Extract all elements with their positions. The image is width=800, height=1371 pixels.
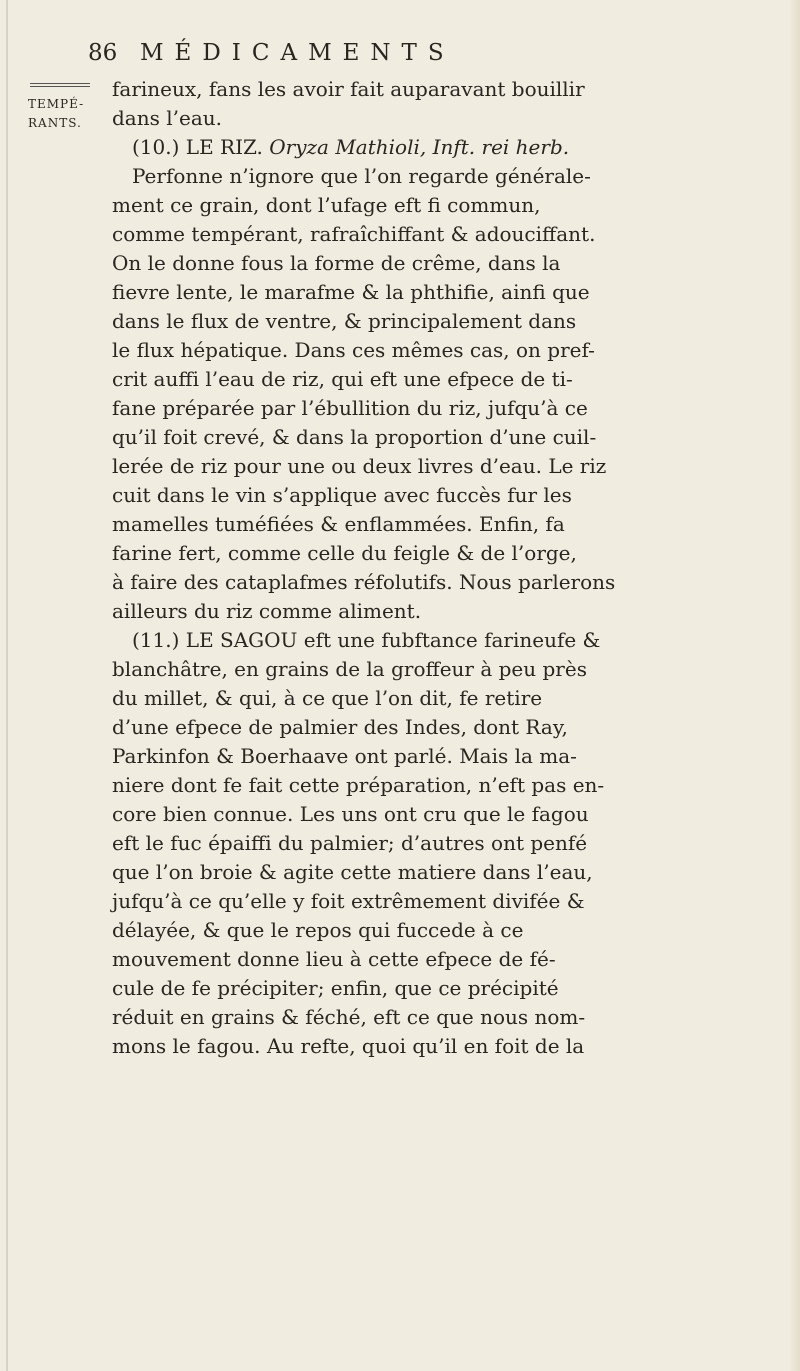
text-line: fievre lente, le marafme & la phthifie, ainfi que (112, 280, 590, 304)
text-line: farine fert, comme celle du feigle & de l’orge, (112, 541, 577, 565)
section-heading-riz: (10.) LE RIZ. Oryza Mathioli, Inft. rei herb. (132, 135, 570, 159)
text-line: que l’on broie & agite cette matiere dans l’eau, (112, 860, 593, 884)
text-line: fane préparée par l’ébullition du riz, jufqu’à ce (112, 396, 588, 420)
text-line: On le donne fous la forme de crême, dans la (112, 251, 561, 275)
text-line: lerée de riz pour une ou deux livres d’eau. Le riz (112, 454, 607, 478)
page-binding-edge (6, 0, 8, 1371)
margin-note-line: TEMPÉ- (28, 97, 85, 111)
running-title: MÉDICAMENTS (140, 40, 455, 66)
text-line: dans le flux de ventre, & principalement dans (112, 309, 577, 333)
text-line: délayée, & que le repos qui fuccede à ce (112, 918, 524, 942)
text-line: cuit dans le vin s’applique avec fuccès fur les (112, 483, 572, 507)
text-line: eft le fuc épaiffi du palmier; d’autres ont penfé (112, 831, 588, 855)
text-line: mouvement donne lieu à cette efpece de fé- (112, 947, 556, 971)
text-line: dans l’eau. (112, 106, 222, 130)
text-line: core bien connue. Les uns ont cru que le fagou (112, 802, 589, 826)
text-line: cule de fe précipiter; enfin, que ce précipité (112, 976, 559, 1000)
margin-rule (30, 86, 90, 87)
margin-rule (30, 83, 90, 84)
text-line: niere dont fe fait cette préparation, n’eft pas en- (112, 773, 605, 797)
text-line: d’une efpece de palmier des Indes, dont Ray, (112, 715, 568, 739)
text-line: mons le fagou. Au refte, quoi qu’il en foit de la (112, 1034, 585, 1058)
text-line: réduit en grains & féché, eft ce que nous nom- (112, 1005, 586, 1029)
text-line: du millet, & qui, à ce que l’on dit, fe retire (112, 686, 543, 710)
text-line: farineux, fans les avoir fait auparavant bouillir (112, 77, 585, 101)
margin-note-line: RANTS. (28, 116, 82, 130)
text-line: crit auffi l’eau de riz, qui eft une efpece de ti- (112, 367, 573, 391)
text-line: à faire des cataplafmes réfolutifs. Nous parlerons (112, 570, 616, 594)
margin-note (28, 95, 98, 133)
text-line: jufqu’à ce qu’elle y foit extrêmement divifée & (112, 889, 585, 913)
text-line: qu’il foit crevé, & dans la proportion d’une cuil- (112, 425, 597, 449)
text-line: le flux hépatique. Dans ces mêmes cas, on pref- (112, 338, 595, 362)
text-line: ailleurs du riz comme aliment. (112, 599, 422, 623)
text-line: mamelles tuméfiées & enflammées. Enfin, fa (112, 512, 565, 536)
text-line: Perfonne n’ignore que l’on regarde générale- (132, 164, 591, 188)
text-line: ment ce grain, dont l’ufage eft fi commun, (112, 193, 541, 217)
text-line: blanchâtre, en grains de la groffeur à peu près (112, 657, 587, 681)
page-right-edge (790, 0, 800, 1371)
page-header (88, 40, 788, 76)
text-line: comme tempérant, rafraîchiffant & adouciffant. (112, 222, 596, 246)
text-line: Parkinfon & Boerhaave ont parlé. Mais la ma- (112, 744, 577, 768)
page-number: 86 (88, 40, 118, 66)
section-heading-sagou: (11.) LE SAGOU eft une fubftance farineufe & (132, 628, 601, 652)
